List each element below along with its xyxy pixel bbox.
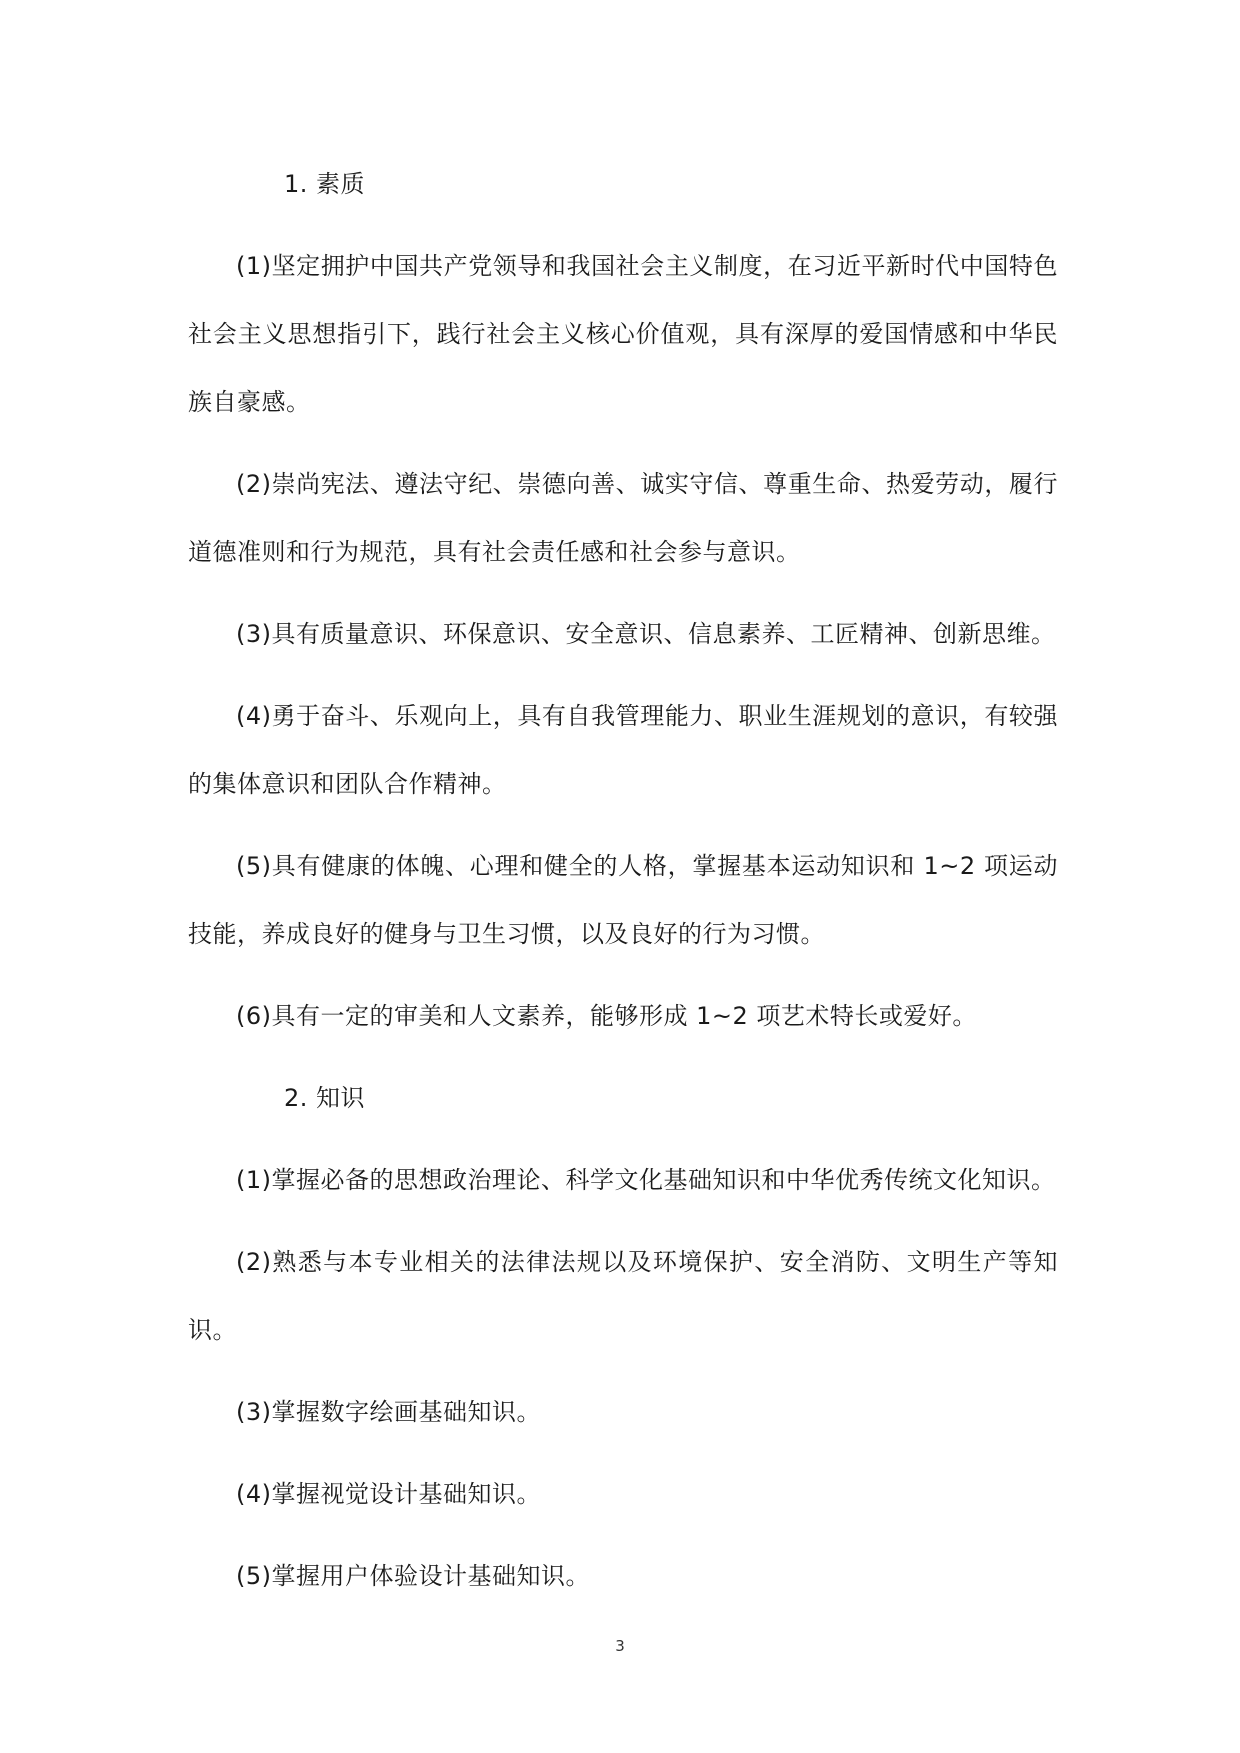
section-heading-knowledge: 2. 知识 <box>284 1084 366 1112</box>
quality-item-1: (1)坚定拥护中国共产党领导和我国社会主义制度，在习近平新时代中国特色社会主义思想指引下，践行社会主义核心价值观，具有深厚的爱国情感和中华民族自豪感。 <box>188 252 1058 416</box>
knowledge-item-4: (4)掌握视觉设计基础知识。 <box>236 1480 541 1508</box>
page-number: 3 <box>615 1637 625 1655</box>
quality-item-4: (4)勇于奋斗、乐观向上，具有自我管理能力、职业生涯规划的意识，有较强的集体意识和团队合作精神。 <box>188 702 1058 798</box>
quality-item-2: (2)崇尚宪法、遵法守纪、崇德向善、诚实守信、尊重生命、热爱劳动，履行道德准则和行为规范，具有社会责任感和社会参与意识。 <box>188 470 1058 566</box>
quality-item-5: (5)具有健康的体魄、心理和健全的人格，掌握基本运动知识和 1~2 项运动技能，养成良好的健身与卫生习惯，以及良好的行为习惯。 <box>188 852 1058 948</box>
knowledge-item-5: (5)掌握用户体验设计基础知识。 <box>236 1562 590 1590</box>
knowledge-item-3: (3)掌握数字绘画基础知识。 <box>236 1398 541 1426</box>
quality-item-3: (3)具有质量意识、环保意识、安全意识、信息素养、工匠精神、创新思维。 <box>236 620 1056 648</box>
knowledge-item-2: (2)熟悉与本专业相关的法律法规以及环境保护、安全消防、文明生产等知识。 <box>188 1248 1058 1344</box>
quality-item-6: (6)具有一定的审美和人文素养，能够形成 1~2 项艺术特长或爱好。 <box>236 1002 977 1030</box>
section-heading-qualities: 1. 素质 <box>284 170 366 198</box>
document-body <box>188 150 1058 1624</box>
knowledge-item-1: (1)掌握必备的思想政治理论、科学文化基础知识和中华优秀传统文化知识。 <box>236 1166 1056 1194</box>
